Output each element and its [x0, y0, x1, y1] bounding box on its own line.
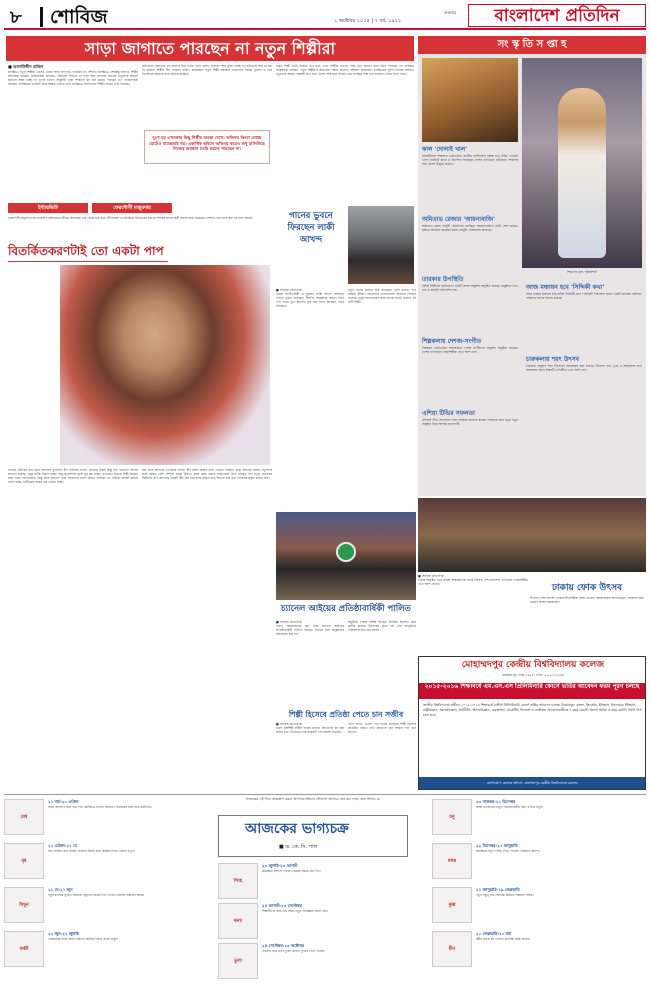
culture-right-title-2: চারুকলায় শরৎ উৎসব: [526, 356, 579, 363]
sign-name: তুলা: [218, 943, 258, 979]
sign-name: মকর: [432, 843, 472, 879]
college-advertisement: [418, 656, 646, 790]
horoscope-sign: [218, 861, 430, 901]
stage-show-photo: [418, 498, 646, 572]
sign-name: মেষ: [4, 799, 44, 835]
culture-item-5-title: এশিয়া টিভির সফলতা: [422, 410, 475, 417]
horoscope-title: আজকের ভাগ্যচক্র: [245, 821, 349, 837]
stage-show-text: ■ শোবিজ প্রতিবেদক ঢাকায় অনুষ্ঠিত হতে যাচ্ছে আন্তর্জাতিক ফোক উৎসব। দেশ-বিদেশের খ্যাতিমান লোকশিল্পীরা এতে অংশ নেবেন।: [418, 574, 528, 586]
sign-desc: নতুন কাজের সুযোগ আসবে। বন্ধুদের সহযোগিতা পাবেন। ভ্রমণের সম্ভাবনা আছে।: [48, 893, 145, 897]
interview-intro: ফেরদৌসী মজুমদার। বাংলাদেশের নাট্যাঙ্গনের জীবন্ত কিংবদন্তি। মঞ্চ থেকে শুরু করে টেলিভিশন ও চলচ্চিত্রে অভিনয়ের মাধ্যমে দর্শকের হৃদয়ে স্থায়ী আসন করে নিয়েছেন। সম্প্রতি তার সঙ্গে কথা হয় নানা বিষয়ে।: [8, 216, 253, 220]
horoscope-sign: [4, 841, 216, 881]
sign-name: কুম্ভ: [432, 887, 472, 923]
channel-logo: [336, 542, 356, 562]
culture-item-3-title: তারকার উপস্থিতি: [422, 276, 464, 283]
channel-column-2: অনুষ্ঠানে দেশের বিশিষ্ট ব্যক্তিরা উপস্থিত ছিলেন। কেক কাটার মাধ্যমে উৎসবের সূচনা হয় এবং সাংস্কৃতিক পরিবেশনা চলে রাত অবধি।: [348, 620, 416, 632]
culture-photo-right: [522, 58, 642, 268]
culture-item-1-title: কাল 'দোলাই খাল': [422, 146, 468, 153]
sign-range: ২১ জানুয়ারি-১৯ ফেব্রুয়ারি: [476, 887, 520, 892]
interview-column-1: বর্তমান নাটকের মান নিয়ে আপনার মূল্যায়ন কী? নাটকের সংখ্যা বেড়েছে ঠিকই কিন্তু মান বাড়েনি। অনেক চ্যানেল হয়েছে, প্রচুর নাটক নির্মাণ হচ্ছে। কিন্তু মানসম্পন্ন কাজ খুব কম হচ্ছে। এখনকার অনেক শিল্পী আছেন যারা দারুণ প্রতিভাবান। কিন্তু চর্চার অভাবে তারা নিজেদের প্রমাণ করতে পারছেন না। নাটকে বাজেট কমিয়ে ফেলা হচ্ছে, শুটিংয়ের সময়ও কম দেওয়া হচ্ছে।: [8, 468, 138, 484]
sign-range: ২২ মে-২১ জুন: [48, 887, 73, 892]
culture-item-4-title: শিল্পকলায় দেশজ-সংগীত: [422, 338, 482, 345]
interview-column-2: মঞ্চ নিয়ে আপনার এখনকার ভাবনা কী? মঞ্চই আমার প্রাণ। এখনো নিয়মিত মঞ্চে অভিনয় করছি। নতুনদের মঞ্চে আরও বেশি সম্পৃক্ত হওয়া উচিত। মঞ্চে কাজ করলে অভিনয়ের ভিত মজবুত হয়। নতুন প্রজন্মের শিল্পীদের প্রতি আপনার পরামর্শ কী? ধৈর্য ধরে কাজ করতে হবে, শিখতে হবে এবং নিজেকে প্রস্তুত করতে হবে।: [142, 468, 272, 480]
horoscope-sign: [432, 929, 644, 969]
horoscope-sign: [218, 941, 430, 981]
sign-desc: অর্থ প্রাপ্তির যোগ আছে। ব্যবসায় উন্নতি হবে। স্বাস্থ্যের দিকে খেয়াল রাখুন।: [48, 849, 135, 853]
sign-range: ২২ জুন-২২ জুলাই: [48, 931, 79, 936]
culture-item-3-text: বিশিষ্ট শিল্পীদের অংশগ্রহণে একটি বিশেষ অনুষ্ঠান অনুষ্ঠিত হয়েছে। অনুষ্ঠানে গান, নাচ ও আবৃত্তি পরিবেশিত হয়।: [422, 284, 518, 292]
lucky-column-1: ■ শোবিজ প্রতিবেদক বরেণ্য সংগীতশিল্পী ও সুরকার লাকী আখন্দ আবারও গানের ভুবনে ফিরছেন। দীর্ঘদিন অসুস্থতার কারণে তিনি গান থেকে দূরে ছিলেন। সুস্থ হয়ে তিনি আবারও গানে ফিরছেন।: [276, 288, 344, 308]
dhaka-folk-headline: ঢাকায় ফোক উৎসব: [551, 583, 623, 593]
issue-day: শুক্রবার: [444, 10, 457, 15]
culture-item-2-text: অমিতাভ রেজা চৌধুরী পরিচালিত চলচ্চিত্র 'আয়নাবাজি'র শুটিং শেষ হয়েছে। ছবিতে অভিনয় করেছেন চঞ্চল চৌধুরী, নাবিলাসহ অনেকে।: [422, 224, 518, 232]
horoscope-title-box: [218, 815, 408, 857]
horoscope-sign: [4, 797, 216, 837]
sign-name: কন্যা: [218, 903, 258, 939]
dhaka-folk-text: উৎসবে দেশি-বিদেশি লোকসংগীতশিল্পীরা অংশ নেবেন। আয়োজকরা জানিয়েছেন, দর্শকদের জন্য থাকবে বিশেষ আয়োজন।: [530, 596, 644, 604]
culture-right-title-1: আজ মঞ্চায়ন হবে 'সিদ্দিকী কথা': [526, 284, 605, 291]
culture-photo-caption: শিশুদের নৃত্য পরিবেশনা: [566, 270, 598, 274]
horoscope-sign: [432, 797, 644, 837]
issue-date: ২ অক্টোবর ২০১৫ | ৭ বর্ষ, ১৯২২: [334, 18, 402, 24]
interview-tag: ইন্টারভিউ: [8, 203, 88, 213]
lead-byline: ■ আলাউদ্দীন মাজিদ: [8, 64, 44, 69]
sign-range: ২১ এপ্রিল-২১ মে: [48, 843, 77, 848]
sign-desc: কর্মক্ষেত্রে নতুন দায়িত্ব পেতে পারেন। পরিবারে আনন্দ।: [476, 849, 540, 853]
ad-address: মোহাম্মদপুর, ঢাকা-১২০৭। ফোন: ০২-৯১১৩৫৬৪: [501, 673, 565, 677]
lucky-photo: [348, 206, 414, 284]
sign-range: ২২ ডিসেম্বর-২০ জানুয়ারি: [476, 843, 518, 848]
ad-title: মোহাম্মদপুর কেন্দ্রীয় বিশ্ববিদ্যালয় কলেজ: [461, 660, 605, 670]
page-number: ৮: [10, 7, 22, 28]
channel-headline: চ্যানেল আইয়ের প্রতিষ্ঠাবার্ষিকী পালিত: [281, 604, 411, 614]
sign-name: সিংহ: [218, 863, 258, 899]
dancer-figure: [558, 88, 606, 258]
shilpi-column-2: তিনি বলেন, ভালো গান দিয়েই নিজেকে শিল্পী হিসেবে প্রতিষ্ঠিত করতে চাই। শ্রোতারা যেন আমার গান মনে রাখেন।: [348, 722, 416, 734]
sign-desc: আজ সতর্কভাবে চলুন। অপ্রয়োজনীয় খরচ এড়িয়ে চলুন।: [476, 805, 543, 809]
ad-banner: ২০১৫-২০১৬ শিক্ষাবর্ষে এম.এস.এস প্রিলিমিনারি কোর্সে ভর্তির আবেদন ফরম পূরণ চলছে: [419, 683, 645, 699]
lead-column-2: অভিনেতা নির্মাতারা বড় অভাবে ছিল তখন। তিনি বলেন, সাধারণ দর্শক মুক্তি পাচ্ছে না। প্রতিভার সঙ্গে যে চর্চা না থাকলে শিল্পীর দীর্ঘ পথচলা কঠিন। কয়েকজন নতুন শিল্পী সম্ভাবনা দেখালেও পর্যাপ্ত সুযোগ ও দিক নির্দেশনার অভাবে তারা হারিয়ে যাচ্ছেন।: [142, 64, 272, 76]
channel-photo: [276, 512, 416, 600]
culture-week-header: সং স্কৃ তি স প্তা হ: [418, 36, 646, 54]
lucky-column-2: নতুন গানের কাজও শুরু করেছেন। তিনি বলেন, গান আমার জীবন। শ্রোতাদের ভালোবাসাই আমাকে ফিরিয়ে এনেছে। নতুন অ্যালবামের কাজ চলছে বলেও জানান এই গুণী শিল্পী।: [348, 288, 416, 304]
culture-photo-left: [422, 58, 518, 142]
masthead-divider: [40, 7, 43, 27]
horoscope-intro: আজকের এই দিনে জন্মগ্রহণ করায় আপনার জীবনে সৌভাগ্য আসবে। শুভ রং: লাল, শুভ সংখ্যা: ৩।: [245, 797, 381, 801]
lucky-headline: গানের ভুবনে ফিরছেন লাকী আখন্দ: [287, 211, 335, 245]
sign-desc: পারিবারিক শান্তি বজায় থাকবে। আর্থিক বিষয়ে সতর্ক থাকুন।: [48, 937, 119, 941]
sign-range: ২৩ নভেম্বর-২১ ডিসেম্বর: [476, 799, 516, 804]
ad-footer: যোগাযোগ: কলেজ অফিস, মোহাম্মদপুর কেন্দ্রীয় বিশ্ববিদ্যালয় কলেজ: [419, 777, 645, 789]
sign-name: কর্কট: [4, 931, 44, 967]
horoscope-sign: [432, 841, 644, 881]
ad-body: জাতীয় বিশ্ববিদ্যালয় অধীনে ২০১৫-২০১৬ শিক্ষাবর্ষে মাস্টার্স প্রিলিমিনারি কোর্সে ভর্তির আবেদন চলছে। বিষয়সমূহ: বাংলা, ইংরেজি, ইতিহাস, ইসলামের ইতিহাস, রাষ্ট্রবিজ্ঞান, সমাজবিজ্ঞান, অর্থনীতি, হিসাববিজ্ঞান, ব্যবস্থাপনা, মার্কেটিং, ফিন্যান্স ও ব্যাংকিং। আবেদনকারীকে ৪ বছর মেয়াদি অনার্স অথবা ৩ বছর মেয়াদি ডিগ্রি পাস হতে হবে।: [423, 703, 642, 717]
horoscope-section: [4, 794, 646, 980]
sign-range: ২৪ আগস্ট-২৩ সেপ্টেম্বর: [262, 903, 302, 908]
interview-headline: [8, 243, 268, 259]
culture-item-5-text: এশিয়ান টিভি সফলতার সঙ্গে সম্প্রচার চালিয়ে যাচ্ছে। দর্শকদের জন্য নতুন নতুন অনুষ্ঠান নিয়ে আসছে চ্যানেলটি।: [422, 418, 518, 426]
culture-item-2-title: অমিতাভ রেজার 'আয়নাবাজি': [422, 216, 495, 223]
sign-name: মীন: [432, 931, 472, 967]
newspaper-logo: বাংলাদেশ প্রতিদিন: [468, 4, 646, 27]
sign-desc: ধর্মীয় কাজে মন দেবেন। মানসিক শান্তি পাবেন।: [476, 937, 531, 941]
lead-pull-quote: দুঃখ হয় এখনকার কিছু শিল্পীর অবস্থা দেখে। অভিনয় কিংবা মেধায় মোটেও যাচ্ছেতাই নয়। একাধিক ছবিতে অভিনয় করেও শুধু ঢালিউডে নিজের অবস্থান তৈরি করতে পারছেন না।: [144, 130, 270, 164]
sign-desc: নতুন বন্ধুত্ব হবে। আর্থিক উন্নতির সম্ভাবনা আছে।: [476, 893, 534, 897]
horoscope-sign: [432, 885, 644, 925]
interview-subject-tag: ফেরদৌসী মজুমদার: [92, 203, 172, 213]
culture-week-box: [418, 36, 646, 496]
sign-range: ২৩ জুলাই-২৩ আগস্ট: [262, 863, 298, 868]
culture-item-4-text: শিল্পকলা একাডেমির আয়োজনে দেশজ সংগীতের অনুষ্ঠান অনুষ্ঠিত হয়েছে। দেশের খ্যাতিমান লোকশিল্পীরা এতে অংশ নেন।: [422, 346, 518, 354]
sign-desc: ব্যবসায় লাভ হবে। দূরের কোনো সুখবর পেতে পারেন।: [262, 949, 326, 953]
culture-right-text-1: আজ সন্ধ্যায় মঞ্চায়ন হবে নাটক 'সিদ্দিকী কথা'। নাটকটি পরিবেশন করবে একটি জনপ্রিয় নাট্যদল। দর্শকদের ব্যাপক আগ্রহ রয়েছে।: [526, 292, 642, 300]
sign-name: ধনু: [432, 799, 472, 835]
sign-desc: শিক্ষার্থীদের জন্য শুভ সময়। নতুন পরিকল্পনা সফল হবে।: [262, 909, 328, 913]
horoscope-sign: [4, 885, 216, 925]
horoscope-sign: [218, 901, 430, 941]
sign-desc: আজ আপনার জন্য শুভ দিন। কর্মক্ষেত্রে সাফল্য আসবে। পরিবারের সঙ্গে সময় কাটাবেন।: [48, 805, 152, 809]
horoscope-sign: [4, 929, 216, 969]
section-name: শোবিজ: [50, 6, 108, 28]
lead-column-1: চলচ্চিত্রে নতুন শিল্পীরা এসেও তেমন সাড়া জাগাতে পারছেন না। সম্প্রতি চলচ্চিত্রে বেশকিছু নবাগত শিল্পীর অভিষেক হয়েছে। প্রযোজকরা বলছেন, 'অভিনয় শিখতে না পারা আর সাধনার অভাবে নতুনদের আলো ছড়ানো সম্ভব হচ্ছে না। যুগের চাহিদা অনুযায়ী তারা দর্শকদের মন জয় করতে পারছেন না।' পরিচালকরা বলছেন, চলচ্চিত্রের ভবিষ্যৎ নিয়ে আরও ভাবতে হবে। চলচ্চিত্রে প্রতিভাবান শিল্পীর সংকট দেখা দিয়েছে।: [8, 70, 138, 86]
interview-photo: [60, 265, 270, 465]
masthead: [4, 4, 646, 30]
lead-headline: সাড়া জাগাতে পারছেন না নতুন শিল্পীরা: [6, 36, 414, 61]
horoscope-author: ■ ড. কে. সি. পাল: [279, 844, 318, 850]
culture-item-1-text: আগামীকাল শিল্পকলা একাডেমির জাতীয় নাট্যশালায় মঞ্চস্থ হবে নাটক 'দোলাই খাল'। নাটকটি রচনা ও নির্দেশনা দিয়েছেন দেশের খ্যাতিমান নাট্যকার। দর্শকদের জন্য প্রবেশ উন্মুক্ত থাকবে।: [422, 154, 518, 166]
channel-column-1: ■ শোবিজ প্রতিবেদক বর্ণাঢ্য আয়োজনের মধ্য দিয়ে চ্যানেল আইয়ের প্রতিষ্ঠাবার্ষিকী পালিত হয়েছে। দিনভর নানা অনুষ্ঠানের আয়োজন করা হয়।: [276, 620, 344, 636]
culture-right-text-2: চারুকলা অনুষদে শরৎ উৎসবের আয়োজন করা হয়েছে। উৎসবে গান, নৃত্য ও আবৃত্তিসহ নানা আয়োজন ছিল। শিক্ষার্থী ও শিল্পীরা এতে অংশ নেন।: [526, 364, 642, 372]
sign-desc: কর্মক্ষেত্রে প্রশংসা পাবেন। প্রেমের ক্ষেত্রে শুভ দিন।: [262, 869, 321, 873]
shilpi-column-1: ■ শোবিজ প্রতিবেদক তরুণ কণ্ঠশিল্পী সজীব গানের মাধ্যমে শ্রোতাদের মন জয় করতে চান। ইতিমধ্যে তার কয়েকটি গান প্রকাশ পেয়েছে।: [276, 722, 344, 734]
shilpi-headline: শিল্পী হিসেবে প্রতিষ্ঠা পেতে চান সজীব: [288, 710, 404, 719]
headline-underline: [8, 261, 168, 262]
lead-column-3: প্রকৃত শিল্পী তৈরি নিয়েও তার মতে এখন শিল্পীরা এখনো দর্শক মনে জায়গা করে নিতে পারছেন না। চলচ্চিত্র বিশ্লেষকরা বলছেন, নতুন শিল্পীদের অভিনয়ে দক্ষতা বাড়াতে প্রশিক্ষণ প্রয়োজন। চলচ্চিত্রের সুদিন ফিরিয়ে আনতে নতুনদের আরও পরিশ্রমী হতে হবে। তবেই দর্শক হলে ফিরবে এবং চলচ্চিত্র শিল্প তার হারানো গৌরব ফিরে পাবে।: [276, 64, 414, 76]
sign-range: ২১ মার্চ-২০ এপ্রিল: [48, 799, 79, 804]
sign-name: বৃষ: [4, 843, 44, 879]
sign-range: ২০ ফেব্রুয়ারি-২০ মার্চ: [476, 931, 512, 936]
interview-headline-text: বিতর্কিতকরণটাই তো একটা পাপ: [8, 244, 164, 258]
sign-name: মিথুন: [4, 887, 44, 923]
sign-range: ২৪ সেপ্টেম্বর-২৩ অক্টোবর: [262, 943, 304, 948]
